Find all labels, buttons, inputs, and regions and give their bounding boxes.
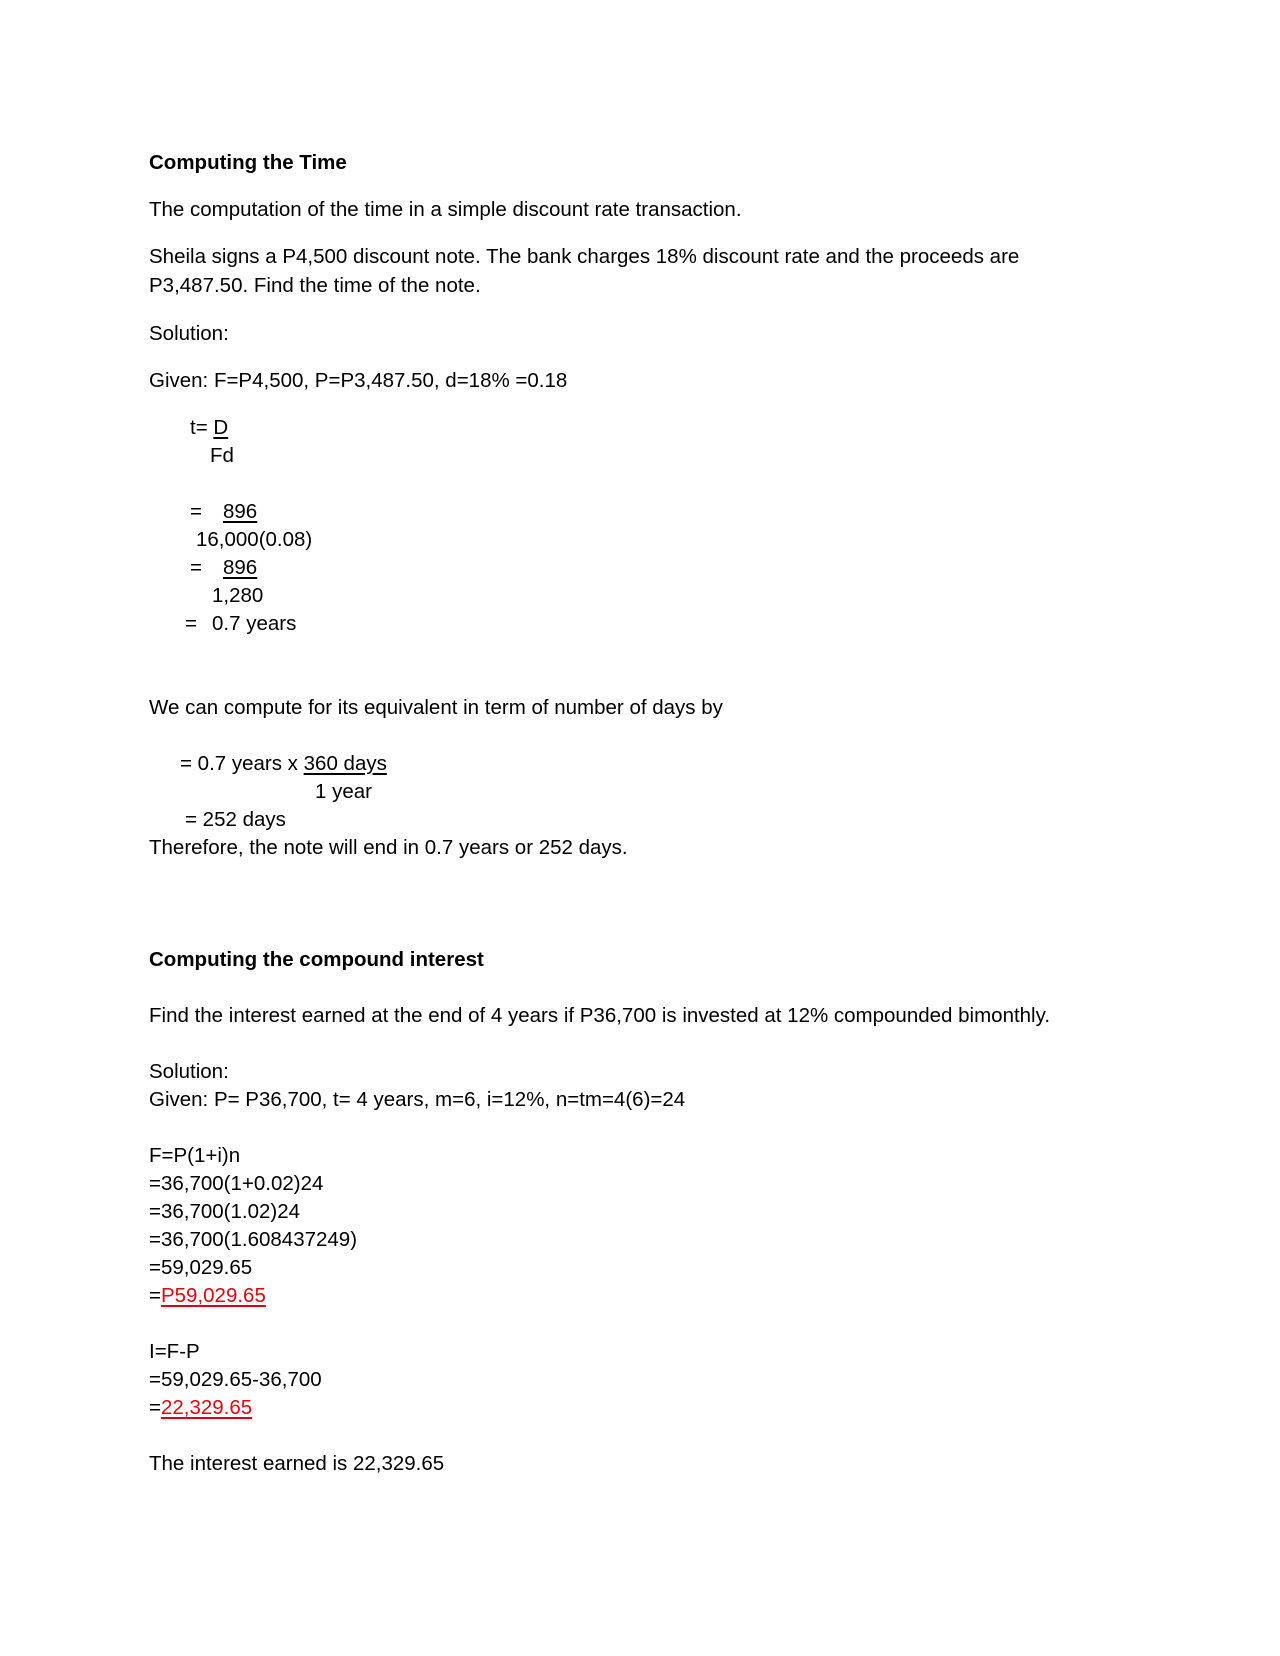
days-step1-numerator: 360 days [303, 752, 387, 775]
f-final [149, 1284, 266, 1308]
i-final [149, 1396, 252, 1420]
step3-eq: = [185, 612, 197, 635]
days-intro: We can compute for its equivalent in term of number of days by [149, 696, 723, 719]
step1-numerator: 896 [223, 500, 258, 523]
i-final-value: 22,329.65 [160, 1396, 253, 1419]
section2-solution-label: Solution: [149, 1060, 229, 1083]
step2-denominator: 1,280 [212, 584, 264, 607]
section1-solution-label: Solution: [149, 322, 229, 345]
section2-heading: Computing the compound interest [149, 948, 484, 971]
section1-problem-line2: P3,487.50. Find the time of the note. [149, 274, 481, 297]
section2-conclusion: The interest earned is 22,329.65 [149, 1452, 445, 1475]
section1-conclusion: Therefore, the note will end in 0.7 years or 252 days. [149, 836, 628, 859]
days-step1-denominator: 1 year [315, 780, 372, 803]
step2-eq: = [190, 556, 202, 579]
formula-t [190, 416, 228, 440]
formula-denominator: Fd [210, 444, 234, 467]
step3-value: 0.7 years [212, 612, 297, 635]
f-final-eq: = [149, 1284, 161, 1307]
step1-eq: = [190, 500, 202, 523]
i-step-formula: I=F-P [149, 1340, 200, 1363]
f-step-formula: F=P(1+i)n [149, 1144, 241, 1167]
step2-numerator: 896 [223, 556, 258, 579]
section2-problem: Find the interest earned at the end of 4 years if P36,700 is invested at 12% compounded bimonthly. [149, 1004, 1051, 1027]
f-step-simplify: =36,700(1.02)24 [149, 1200, 301, 1223]
section2-given: Given: P= P36,700, t= 4 years, m=6, i=12%, n=tm=4(6)=24 [149, 1088, 686, 1111]
f-step-result: =59,029.65 [149, 1256, 253, 1279]
formula-numerator: D [213, 416, 229, 439]
i-final-eq: = [149, 1396, 161, 1419]
step1-denominator: 16,000(0.08) [196, 528, 313, 551]
section1-problem-line1: Sheila signs a P4,500 discount note. The bank charges 18% discount rate and the proceeds are [149, 245, 1020, 268]
days-step1-prefix: = 0.7 years x [180, 752, 304, 775]
section1-intro: The computation of the time in a simple discount rate transaction. [149, 198, 742, 221]
formula-lhs: t= [190, 416, 214, 439]
i-step-substitute: =59,029.65-36,700 [149, 1368, 322, 1391]
f-step-substitute: =36,700(1+0.02)24 [149, 1172, 324, 1195]
section1-heading: Computing the Time [149, 151, 347, 174]
days-result: = 252 days [185, 808, 286, 831]
section1-given: Given: F=P4,500, P=P3,487.50, d=18% =0.18 [149, 369, 568, 392]
days-step1 [180, 752, 387, 776]
f-final-value: P59,029.65 [160, 1284, 266, 1307]
f-step-evaluate: =36,700(1.608437249) [149, 1228, 358, 1251]
